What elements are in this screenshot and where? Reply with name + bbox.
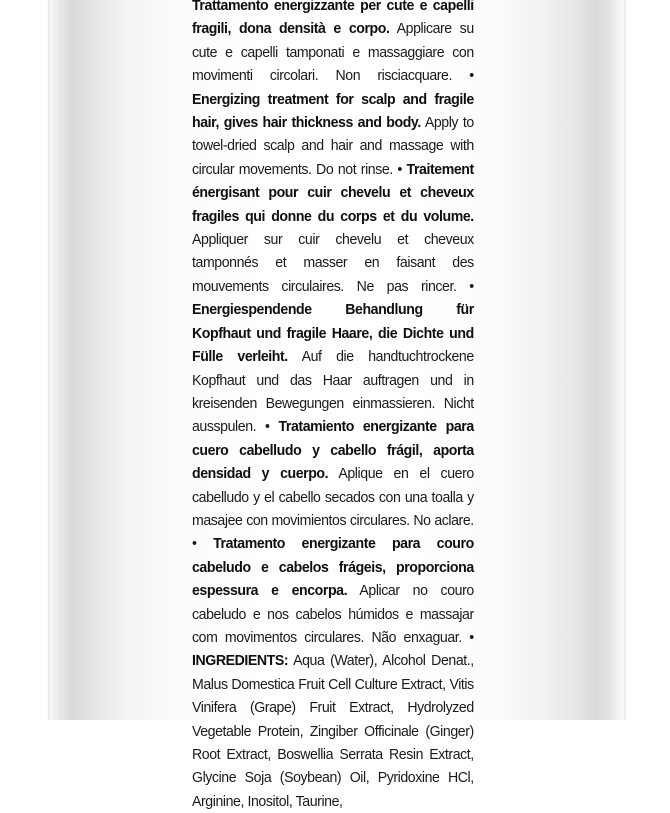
es-title: Tratamiento energizante para cuero cabelludo y cabello frágil, aporta densidad y cuerpo. bbox=[192, 418, 474, 483]
bottle-left-edge bbox=[48, 0, 50, 720]
de-body: Auf die handtuchtrockene Kopfhaut und das Haar auftragen und in kreisenden Bewegungen einmassieren. Nicht ausspulen. bbox=[192, 348, 474, 436]
bullet-separator: • bbox=[265, 418, 270, 436]
bullet-separator: • bbox=[469, 67, 474, 85]
fr-title: Traitement énergisant pour cuir chevelu et cheveux fragiles qui donne du corps et du volume. bbox=[192, 160, 474, 225]
product-label-text bbox=[192, 0, 474, 813]
it-body: Applicare su cute e capelli tamponati e massaggiare con movimenti circolari. Non risciacquare. bbox=[192, 20, 474, 85]
fr-body: Appliquer sur cuir chevelu et cheveux tamponnés et masser en faisant des mouvements circulaires. Ne pas rincer. bbox=[192, 231, 474, 295]
bottle-right-edge bbox=[624, 0, 626, 720]
es-body: Aplique en el cuero cabelludo y el cabello secados con una toalla y masajee con movimientos circulares. No aclare. bbox=[192, 465, 474, 529]
de-title: Energiespendende Behandlung für Kopfhaut und fragile Haare, die Dichte und Fülle verleiht. bbox=[192, 301, 474, 366]
bullet-separator: • bbox=[192, 535, 197, 553]
bullet-separator: • bbox=[469, 628, 474, 646]
en-title: Energizing treatment for scalp and fragile hair, gives hair thickness and body. bbox=[192, 90, 474, 132]
pt-title: Tratamento energizante para couro cabeludo e cabelos frágeis, proporciona espessura e encorpa. bbox=[192, 535, 474, 600]
bullet-separator: • bbox=[397, 160, 402, 178]
en-body: Apply to towel-dried scalp and hair and massage with circular movements. Do not rinse. bbox=[192, 114, 474, 178]
bullet-separator: • bbox=[469, 277, 474, 295]
it-title: Trattamento energizzante per cute e capelli fragili, dona densità e corpo. bbox=[192, 0, 474, 38]
pt-body: Aplicar no couro cabeludo e nos cabelos húmidos e massajar com movimentos circulares. Não enxaguar. bbox=[192, 582, 474, 646]
ingredients-heading: INGREDIENTS: bbox=[192, 652, 289, 670]
ingredients-list: Aqua (Water), Alcohol Denat., Malus Domestica Fruit Cell Culture Extract, Vitis Vinifera (Grape) Fruit Extract, Hydrolyzed Vegetable Protein, Zingiber Officinale (Ginger) Root Extract, Boswellia Serrata Resin Extract, Glycine Soja (Soybean) Oil, Pyridoxine HCl, Arginine, Inositol, Taurine, bbox=[192, 652, 474, 810]
